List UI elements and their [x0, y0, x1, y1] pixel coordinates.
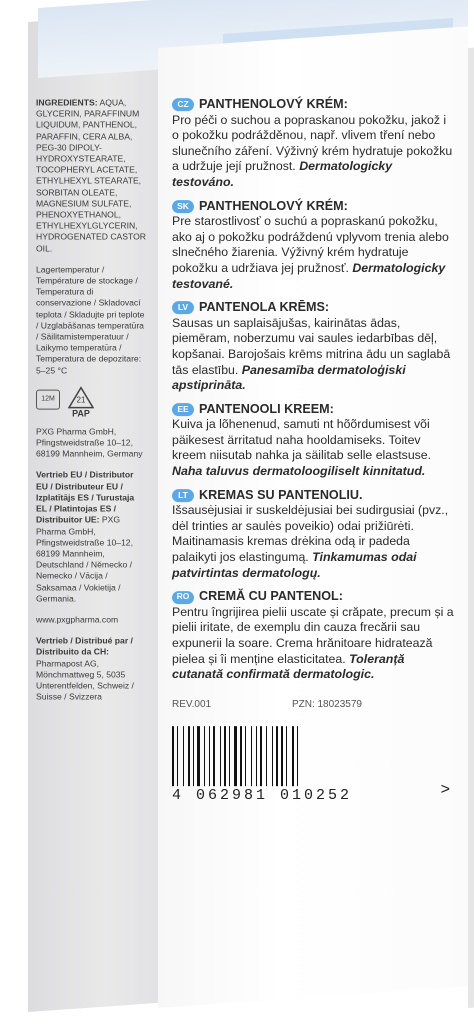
ingredients-title: INGREDIENTS: [36, 97, 98, 108]
distributor-ch-title: Vertrieb / Distribué par / Distribuito da CH: [36, 635, 133, 657]
barcode-arrow: > [440, 781, 450, 799]
lang-claim: Toleranță cutanată confirmată dermatologic. [172, 651, 405, 682]
side-panel [28, 13, 158, 1012]
barcode-bar [175, 727, 176, 787]
lang-text: Pentru îngrijirea pielii uscate și crăpate, precum și a pielii iritate, de exemplu din cauza frecării sau expunerii la soare. Crema hrănitoare hidratează pielea și îi menține elasticitatea. [172, 604, 454, 666]
barcode-bar [177, 727, 178, 787]
storage-temperature: Lagertemperatur / Température de stockage / Temperatura di conservazione / Skladovací teplota / Skladujte pri teplote / Uzglabāšanas temperatūra / Säilitamistemperatuur / Laikymo temperatūra / Temperatura de depozitare: 5–25 °C [36, 264, 145, 376]
barcode-bar [263, 727, 265, 787]
barcode-bar [227, 727, 228, 787]
barcode-bars [172, 727, 442, 787]
barcode-bar [253, 727, 255, 787]
recycle-number: 21 [76, 395, 86, 405]
barcode-bar [185, 727, 187, 787]
website: www.pxgpharma.com [36, 614, 119, 625]
lang-text: Pre starostlivosť o suchú a popraskanú pokožku, ako aj o pokožku podráždenú vplyvom trenia alebo slnečného žiarenia. Výživný krém hydratuje pokožku a udržiava jej pružnosť. [172, 214, 449, 276]
distributor-eu-title: Vertrieb EU / Distributor EU / Distributeur EU / Izplatītājs ES / Turustaja EL / Platintojas ES / Distribuitor UE: [36, 470, 135, 525]
lang-title: PANTHENOLOVÝ KRÉM: [199, 97, 348, 112]
barcode [172, 727, 450, 807]
lang-code-badge: CZ [172, 98, 194, 111]
front-panel [158, 26, 468, 1008]
meta-row [172, 697, 362, 713]
recycle-icon [68, 386, 94, 419]
barcode-bar [234, 727, 237, 787]
barcode-bar [201, 727, 203, 787]
lang-text: Pro péči o suchou a popraskanou pokožku, jakož i o pokožku podrážděnou, např. vlivem tření nebo slunečního záření. Výživný krém hydratuje pokožku a udržuje její pružnost. [172, 112, 453, 174]
lang-title: PANTENOLA KRĒMS: [199, 300, 330, 315]
barcode-bar [191, 727, 192, 787]
barcode-bar [288, 727, 291, 787]
barcode-bar [179, 727, 182, 787]
barcode-bar [213, 727, 215, 787]
revision: REV.001 [172, 698, 212, 710]
lang-claim: Dermatologicky testované. [172, 261, 446, 291]
barcode-bar [197, 727, 200, 787]
barcode-bar [229, 727, 230, 787]
barcode-bar [195, 727, 196, 787]
open-jar-icon: 12M [36, 389, 60, 409]
lang-section-lt [172, 488, 454, 582]
lang-section-ro [172, 589, 454, 683]
barcode-bar [260, 727, 262, 787]
distributor-ch-text: Pharmapost AG, Mönchmattweg 5, 5035 Unterentfelden, Schweiz / Suisse / Svizzera [36, 658, 134, 702]
lang-claim: Dermatologicky testováno. [172, 159, 393, 190]
box-edge [468, 48, 474, 1008]
barcode-bar [211, 727, 212, 787]
lang-section-sk [172, 199, 454, 293]
distributor-eu-text: PXG Pharma GmbH, Pfingstweidstraße 10–12, 68199 Mannheim, Deutschland / Německo / Nemecko / Vācija / Saksamaa / Vokietija / Germania. [36, 514, 133, 604]
lang-code-badge: LV [172, 302, 194, 315]
barcode-bar [258, 727, 259, 787]
barcode-bar [272, 727, 273, 787]
lang-claim: Panesamība dermatoloģiski apstiprināta. [172, 362, 406, 393]
distributor-ch [36, 636, 146, 703]
lang-section-cz [172, 97, 454, 191]
barcode-bar [222, 727, 223, 787]
barcode-bar [245, 727, 246, 787]
barcode-bar [266, 727, 267, 787]
ingredients-list: AQUA, GLYCERIN, PARAFFINUM LIQUIDUM, PANTHENOL, PARAFFIN, CERA ALBA, PEG-30 DIPOLY-HYDROXYSTEARATE, TOCOPHERYL ACETATE, ETHYLHEXYL STEARATE, SORBITAN OLEATE, MAGNESIUM SULFATE, PHENOXYETHANOL, ETHYLHEXYLGLYCERIN, HYDROGENATED CASTOR OIL. [36, 97, 146, 254]
barcode-bar [274, 727, 275, 787]
barcode-bar [193, 727, 194, 787]
barcode-bar [292, 727, 294, 787]
distributor-eu [36, 470, 146, 604]
barcode-bar [299, 727, 301, 787]
lang-title: PANTHENOLOVÝ KRÉM: [199, 198, 348, 213]
barcode-bar [209, 727, 210, 787]
lang-text: Sausas un saplaisājušas, kairinātas ādas, piemēram, noberzumu vai saules iedarbības dēļ, kopšanai. Barojošais krēms mitrina ādu un saglabā tās elastību. [172, 315, 451, 377]
barcode-bar [295, 727, 296, 787]
barcode-bar [297, 727, 298, 787]
barcode-bar [240, 727, 242, 787]
barcode-bar [231, 727, 233, 787]
barcode-bar [216, 727, 219, 787]
lang-code-badge: LT [172, 489, 194, 502]
pzn-code: PZN: 18023579 [291, 698, 362, 710]
barcode-bar [238, 727, 239, 787]
lang-code-badge: SK [172, 200, 194, 213]
barcode-bar [206, 727, 208, 787]
barcode-bar [251, 727, 252, 787]
symbols-row [36, 386, 146, 419]
barcode-bar [268, 727, 271, 787]
barcode-bar [247, 727, 250, 787]
barcode-bar [188, 727, 190, 787]
lang-section-lv [172, 300, 454, 394]
barcode-bar [256, 727, 257, 787]
barcode-bar [284, 727, 285, 787]
barcode-bar [279, 727, 280, 787]
manufacturer: PXG Pharma GmbH, Pfingstweidstraße 10–12, 68199 Mannheim, Germany [36, 426, 143, 459]
lang-text: Išsausėjusiai ir suskeldėjusiai bei sudirgusiai (pvz., dėl trinties ar saulės poveikio) odai prižiūrėti. Maitinamasis kremas drėkina odą ir padeda palaikyti jos elastingumą. [172, 503, 449, 565]
recycle-label: PAP [72, 408, 90, 419]
barcode-bar [220, 727, 221, 787]
lang-claim: Tinkamumas odai patvirtintas dermatologų. [172, 550, 417, 580]
language-sections [172, 97, 454, 683]
barcode-bar [204, 727, 205, 787]
barcode-bar [276, 727, 278, 787]
lang-title: PANTENOOLI KREEM: [199, 401, 334, 416]
barcode-bar [183, 727, 184, 787]
cream-carton [28, 8, 468, 1013]
lang-title: CREMĂ CU PANTENOL: [199, 589, 343, 604]
lang-text: Kuiva ja lõhenenud, samuti nt hõõrdumisest või päikesest ärritatud naha hooldamiseks. Toitev kreem niisutab nahka ja säilitab selle elastsuse. [172, 417, 432, 463]
barcode-bar [172, 727, 174, 787]
lang-code-badge: EE [172, 403, 194, 416]
lang-title: KREMAS SU PANTENOLIU. [199, 487, 363, 502]
lang-claim: Naha taluvus dermatoloogiliselt kinnitatud. [172, 464, 426, 479]
barcode-bar [224, 727, 226, 787]
barcode-bar [281, 727, 283, 787]
lang-section-ee [172, 402, 454, 480]
lang-code-badge: RO [172, 591, 194, 604]
ingredients [36, 98, 146, 255]
barcode-bar [286, 727, 287, 787]
barcode-bar [243, 727, 244, 787]
barcode-digits: 4 062981 010252 [172, 787, 353, 805]
